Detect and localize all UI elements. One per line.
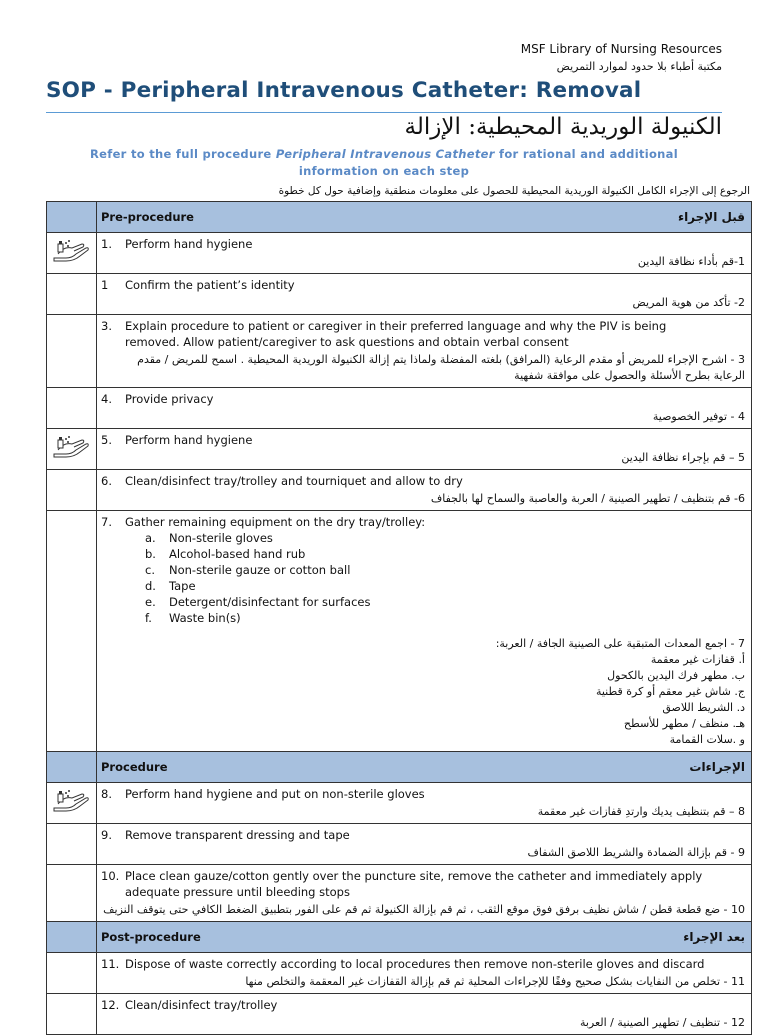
hand-hygiene-icon: [52, 238, 92, 264]
section-title: Post-procedure: [101, 930, 201, 944]
list-item: c. Non-sterile gauze or cotton ball: [145, 563, 351, 577]
section-title-arabic: قبل الإجراء: [677, 210, 745, 224]
section-title-arabic: الإجراءات: [689, 760, 745, 774]
step-text: Perform hand hygiene and put on non-sterile gloves: [125, 787, 425, 801]
section-title: Procedure: [101, 760, 168, 774]
step-row: [47, 824, 752, 865]
step-text: Perform hand hygiene: [125, 433, 253, 447]
procedure-table: [46, 201, 752, 1035]
step-number: 1.: [101, 237, 112, 251]
step-number: 4.: [101, 392, 112, 406]
step-text-arabic: 5 – قم بإجراء نظافة اليدين: [621, 451, 745, 464]
step-text: Perform hand hygiene: [125, 237, 253, 251]
list-item: a. Non-sterile gloves: [145, 531, 273, 545]
reference-note: [70, 146, 698, 180]
step-text: Gather remaining equipment on the dry tray/trolley:: [125, 515, 426, 529]
step-number: 8.: [101, 787, 112, 801]
list-item: b. Alcohol-based hand rub: [145, 547, 306, 561]
step-row: [47, 865, 752, 922]
step-row: [47, 388, 752, 429]
step-text: Clean/disinfect tray/trolley and tourniquet and allow to dry: [125, 474, 463, 488]
section-procedure: [47, 752, 752, 783]
step-text: Dispose of waste correctly according to local procedures then remove non-sterile gloves and discard: [125, 957, 705, 971]
step-text: Explain procedure to patient or caregiver in their preferred language and why the PIV is being: [125, 319, 667, 333]
library-name: MSF Library of Nursing Resources: [520, 42, 722, 56]
step-row: [47, 315, 752, 388]
step-number: 12.: [101, 998, 120, 1012]
step-text-arabic: 2- تأكد من هوية المريض: [632, 296, 745, 309]
reference-link[interactable]: Peripheral Intravenous Catheter: [275, 147, 495, 161]
reference-note-pre: Refer to the full procedure: [90, 147, 276, 161]
step-number: 3.: [101, 319, 112, 333]
step-number: 1: [101, 278, 109, 292]
step-text-arabic: 8 – قم بتنظيف يديك وارتدِ قفازات غير معقمة: [537, 805, 745, 818]
page-title: SOP - Peripheral Intravenous Catheter: Removal: [46, 78, 642, 103]
step-text-arabic: 11 - تخلص من النفايات بشكل صحيح وفقًا للإجراءات المحلية ثم قم بإزالة القفازات غير المعقمة والتخلص منها: [245, 975, 745, 988]
section-post-procedure: [47, 922, 752, 953]
step-text-arabic: 4 - توفير الخصوصية: [652, 410, 745, 423]
step-number: 5.: [101, 433, 112, 447]
step-text: Confirm the patient’s identity: [125, 278, 295, 292]
step-number: 9.: [101, 828, 112, 842]
section-pre-procedure: [47, 202, 752, 233]
step-number: 6.: [101, 474, 112, 488]
step-number: 10.: [101, 869, 120, 883]
equipment-list: [97, 530, 751, 626]
list-item: e. Detergent/disinfectant for surfaces: [145, 595, 371, 609]
step-text: Place clean gauze/cotton gently over the puncture site, remove the catheter and immediately apply: [125, 869, 703, 883]
list-item: d. Tape: [145, 579, 196, 593]
step-text-continued: adequate pressure until bleeding stops: [125, 885, 350, 899]
step-number: 11.: [101, 957, 120, 971]
step-text-arabic: 6- قم بتنظيف / تطهير الصينية / العربة والعاصبة والسماح لها بالجفاف: [430, 492, 745, 505]
step-text-arabic: 10 - ضع قطعة قطن / شاش نظيف برفق فوق موقع الثقب ، ثم قم بإزالة الكنيولة ثم قم على الفور بتطبيق الضغط الكافي حتى يتوقف النزيف: [103, 903, 745, 916]
step-text-arabic: 12 - تنظيف / تطهير الصينية / العربة: [579, 1016, 745, 1029]
step-text: Provide privacy: [125, 392, 214, 406]
step-row: [47, 994, 752, 1035]
step-row: [47, 953, 752, 994]
step-row: [47, 429, 752, 470]
page-title-arabic: الكنيولة الوريدية المحيطية: الإزالة: [404, 114, 722, 140]
step-text: Remove transparent dressing and tape: [125, 828, 350, 842]
step-text-continued: removed. Allow patient/caregiver to ask questions and obtain verbal consent: [125, 335, 569, 349]
step-text-arabic: 9 - قم بإزالة الضمادة والشريط اللاصق الشفاف: [527, 846, 745, 859]
list-item: f. Waste bin(s): [145, 611, 241, 625]
reference-note-post: for rational and additional information on each step: [298, 147, 678, 178]
step-row: [47, 783, 752, 824]
title-divider: [46, 112, 722, 113]
reference-note-arabic: الرجوع إلى الإجراء الكامل الكنيولة الوريدية المحيطية للحصول على معلومات منطقية وإضافية حول كل خطوة: [278, 185, 750, 197]
step-row: [47, 274, 752, 315]
hand-hygiene-icon: [52, 434, 92, 460]
step-text: Clean/disinfect tray/trolley: [125, 998, 278, 1012]
section-title-arabic: بعد الإجراء: [683, 930, 745, 944]
step-text-arabic: 7 - اجمع المعدات المتبقية على الصينية الجافة / العربة: أ. قفازات غير معقمة ب. مطهر فرك اليدين بالكحول ج. شاش غير معقم أو كرة قطنية د. الشريط اللاصق هـ. منظف / مطهر للأسطح و .سلات القمامة: [495, 637, 745, 746]
step-row: [47, 511, 752, 752]
step-row: [47, 233, 752, 274]
library-name-arabic: مكتبة أطباء بلا حدود لموارد التمريض: [556, 60, 722, 73]
step-text-arabic: 1-قم بأداء نظافة اليدين: [637, 255, 745, 268]
step-text-arabic: 3 - اشرح الإجراء للمريض أو مقدم الرعاية (المرافق) بلغته المفضلة ولماذا يتم إزالة الكنيولة الوريدية المحيطية . اسمح للمريض / مقدم الرعاية بطرح الأسئلة والحصول على موافقة شفهية: [137, 353, 745, 382]
section-title: Pre-procedure: [101, 210, 194, 224]
step-row: [47, 470, 752, 511]
hand-hygiene-icon: [52, 788, 92, 814]
step-number: 7.: [101, 515, 112, 529]
